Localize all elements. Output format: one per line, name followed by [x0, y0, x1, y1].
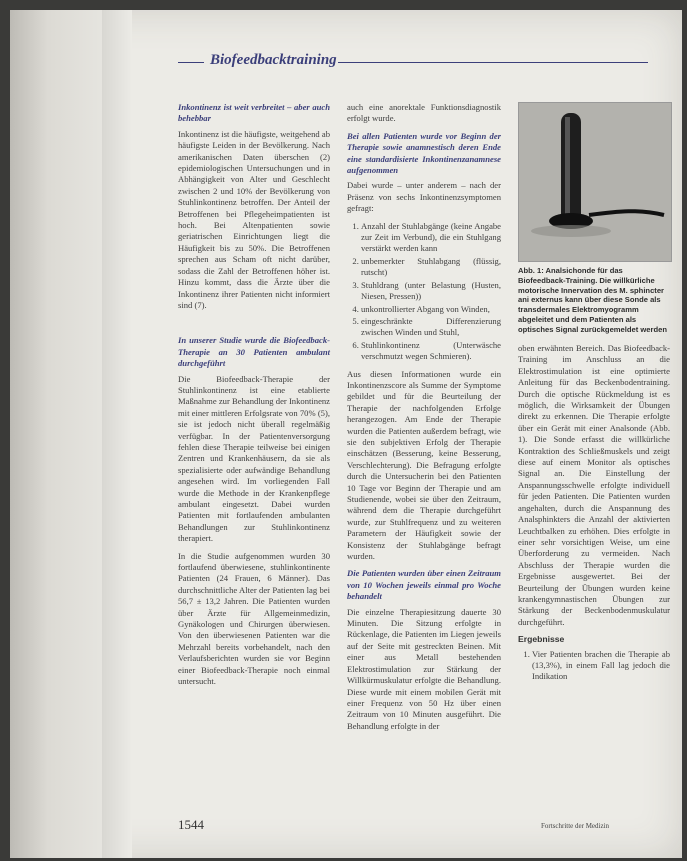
header-rule-left	[178, 62, 204, 63]
probe-photo	[518, 102, 672, 262]
column-2	[347, 102, 501, 738]
page-edge-shadow	[10, 10, 105, 858]
column-3	[518, 343, 670, 689]
running-header	[178, 52, 648, 70]
paragraph: oben erwähnten Bereich. Das Biofeedback-Training im Anschluss an die Elektrostimulation ist eine optimierte Anleitung für das Beckenbodentraining. Durch die optische Rückmeldung ist es möglich, die Wirksamkeit der Übungen direkt zu erkennen. Die Therapie erfolgte über ein Gerät mit einer Analsonde (Abb. 1). Die Sonde erfasst die willkürliche Kontraktion des Schließmuskels und zeigt diese auf einem Monitor als optisches Signal an. Die Einstellung der Anspannungsschwelle erfolgte individuell für jeden Patienten. Die Patienten wurden angehalten, durch die Anspannung des Analsphinkters die Anzahl der aktivierten Leuchtbalken zu erhöhen. Dies erfolgte in einer sehr vorsichtigen Weise, um eine Überforderung zu vermeiden. Nach Abschluss der Therapie wurden die Ergebnisse ausgewertet. Bei der Beurteilung der Übungen wurden keine krankengymnastischen Übungen zur Stärkung der Beckenbodenmuskulatur durchgeführt.	[518, 343, 670, 627]
paragraph: Die einzelne Therapiesitzung dauerte 30 Minuten. Die Sitzung erfolgte in Rückenlage, die Patienten im Liegen jeweils auf der Seite mit gestreckten Beinen. Mit einer aus Metall bestehenden Elektrostimulation zur Stärkung der Willkürmuskulatur erfolgte die Behandlung. Diese wurde mit einem mobilen Gerät mit einer Frequenz von 50 Hz über einen Zeitraum von 10 Minuten ausgeführt. Die Behandlung erfolgte in der	[347, 606, 501, 731]
header-rule-right	[338, 62, 648, 63]
section-heading: Die Patienten wurden über einen Zeitraum von 10 Wochen jeweils einmal pro Woche behandelt	[347, 568, 501, 602]
paragraph: Inkontinenz ist die häufigste, weitgehend ab häufigste Leiden in der Bevölkerung. Nach amerikanischen Daten überschen (2) epidemiologischen Untersuchungen und in Abhängigkeit von Alter und Geschlecht zwischen 2 und 10% der Bevölkerung von Stuhlinkontinenz betroffen. Der Anteil der Betroffenen bei Pflegeheimpatienten ist hoch. Bei Altenpatienten sowie geriatrischen Einrichtungen liegt die Häufigkeit bis zu 50%. Die Betroffenen sprechen aus Scham oft nicht darüber, sodass die Zahl der Betroffenen höher ist. Hinzu kommt, dass die Ärzte über die Inkontinenz ihrer Patienten nicht informiert sind (7).	[178, 128, 330, 310]
header-title: Biofeedbacktraining	[210, 52, 337, 68]
column-1	[178, 102, 330, 694]
paragraph: Die Biofeedback-Therapie der Stuhlinkontinenz ist eine etablierte Maßnahme zur Behandlung der Inkontinenz mit einer mittleren Erfolgsrate von 70% (5), sie ist jedoch nicht überall regelmäßig verfügbar. In der Patientenversorgung fehlen diese Therapie teilweise bei einigen Zentren und Krankenhäusern, da sie als spezialisierte oder aufwändige Behandlung angesehen wird. Im vorliegenden Fall wurde die Methode in der Krankenpflege ambulant eingesetzt. Dabei wurden Patienten mit fortlaufenden ambulanten Behandlungen zur Stuhlinkontinenz therapiert.	[178, 373, 330, 544]
symptom-list	[347, 221, 501, 363]
list-item: 6. Stuhlinkontinenz (Unterwäsche verschmutzt wegen Schmieren).	[361, 340, 501, 363]
page	[10, 10, 682, 858]
section-heading: Ergebnisse	[518, 634, 565, 645]
figure-caption: Abb. 1: Analsichonde für das Biofeedback-Training. Die willkürliche motorische Innervation des M. sphincter ani externus kann über diese Sonde als transdermales Elektromyogramm abgeleitet und dem Patienten als optisches Signal zurückgemeldet werden	[518, 266, 667, 334]
section-heading: Inkontinenz ist weit verbreitet – aber auch behebbar	[178, 102, 330, 124]
results-list	[518, 649, 670, 683]
page-edge-fade	[102, 10, 132, 858]
paragraph: Aus diesen Informationen wurde ein Inkontinenzscore als Summe der Symptome gebildet und für die Beurteilung der Therapie der nachfolgenden Erfolge herangezogen. Am Ende der Therapie wurden die Patienten außerdem befragt, wie sie den subjektiven Erfolg der Therapie einschätzen (Besserung, keine Besserung, Verschlechterung). Die Befragung erfolgte durch die Untersucherin bei den Patienten 10 Tage vor Beginn der Therapie und am Studienende, wobei sie über den Zeitraum, während dem die Therapie durchgeführt wurde, zur Stuhlfrequenz und zu weiteren Parametern der Häufigkeit sowie der Konsistenz der Stuhlabgänge befragt wurden.	[347, 368, 501, 562]
section-heading: In unserer Studie wurde die Biofeedback-Therapie an 30 Patienten ambulant durchgeführt	[178, 335, 330, 369]
paragraph: Dabei wurde – unter anderem – nach der Präsenz von sechs Inkontinenzsymptomen gefragt:	[347, 180, 501, 214]
list-item: 5. eingeschränkte Differenzierung zwischen Winden und Stuhl,	[361, 316, 501, 339]
anal-probe-image	[519, 103, 671, 261]
paragraph: auch eine anorektale Funktionsdiagnostik erfolgt wurde.	[347, 102, 501, 124]
journal-footer: Fortschritte der Medizin	[541, 822, 610, 830]
list-item: 2. unbemerkter Stuhlabgang (flüssig, rutscht)	[361, 256, 501, 279]
list-item: 4. unkontrollierter Abgang von Winden,	[361, 304, 501, 315]
list-item: 1. Vier Patienten brachen die Therapie ab (13,3%), in einem Fall lag jedoch die Indikation	[532, 649, 670, 683]
page-number: 1544	[178, 817, 204, 832]
list-item: 3. Stuhldrang (unter Belastung (Husten, Niesen, Pressen))	[361, 280, 501, 303]
paragraph: In die Studie aufgenommen wurden 30 fortlaufend überwiesene, stuhlinkontinente Patienten (24 Frauen, 6 Männer). Das durchschnittliche Alter der Patienten lag bei 56,7 ± 13,2 Jahren. Die Patienten wurden über Ärzte für Allgemeinmedizin, Gynäkologen und Chirurgen überwiesen. Von den überwiesenen Patienten war die Mehrzahl bereits vorbehandelt, nach den Verlaufsberichten wurden sie vor Beginn einer Biofeedback-Therapie noch einmal untersucht.	[178, 550, 330, 687]
list-item: 1. Anzahl der Stuhlabgänge (keine Angabe zur Zeit im Verbund), die ein Stuhlgang verstärkt werden kann	[361, 221, 501, 255]
section-heading: Bei allen Patienten wurde vor Beginn der Therapie sowie anamnestisch deren Ende eine standardisierte Inkontinenzanamnese aufgenommen	[347, 130, 501, 176]
